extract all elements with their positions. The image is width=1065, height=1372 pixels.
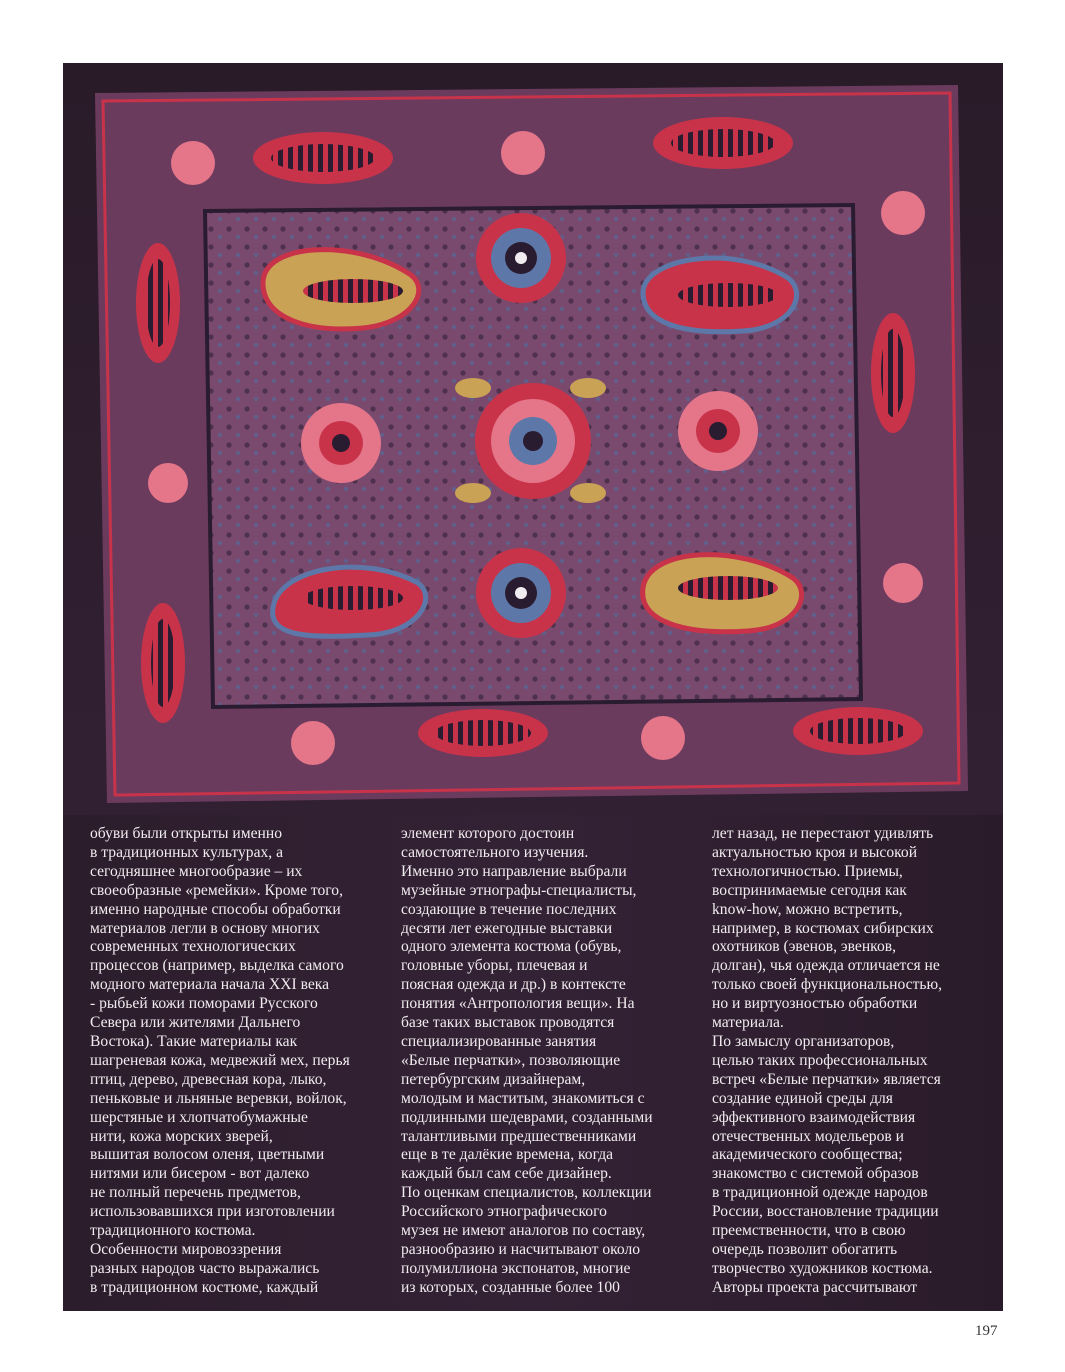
text-column-2: элемент которого достоин самостоятельного изучения. Именно это направление выбрали музейные этнографы-специалисты, создающие в течение последних десяти лет ежегодные выставки одного элемента костюма (обувь, головные уборы, плечевая и поясная одежда и др.) в контексте понятия «Антропология вещи». На базе таких выставок проводятся специализированные занятия «Белые перчатки», позволяющие петербургским дизайнерам, молодым и маститым, знакомиться с подлинными шедеврами, созданными талантливыми предшественниками еще в те далёкие времена, когда каждый был сам себе дизайнер. По оценкам специалистов, коллекции Российского этнографического музея не имеют аналогов по составу, разнообразию и насчитывают около полумиллиона экспонатов, многие из которых, созданные более 100 — [401, 825, 653, 1296]
article-text — [63, 815, 1003, 1311]
page-number: 197 — [975, 1323, 998, 1339]
page-spread — [63, 63, 1003, 1311]
textile-photo — [63, 63, 1003, 815]
text-column-1: обуви были открыты именно в традиционных культурах, а сегодняшнее многообразие – их своеобразные «ремейки». Кроме того, именно народные способы обработки материалов легли в основу многих современных технологических процессов (например, выделка самого модного материала начала XXI века - рыбьей кожи поморами Русского Севера или жителями Дальнего Востока). Такие материалы как шагреневая кожа, медвежий мех, перья птиц, дерево, древесная кора, лыко, пеньковые и льняные веревки, войлок, шерстяные и хлопчатобумажные нити, кожа морских зверей, вышитая волосом оленя, цветными нитями или бисером - вот далеко не полный перечень предметов, использовавшихся при изготовлении традиционного костюма. Особенности мировоззрения разных народов часто выражались в традиционном костюме, каждый — [90, 825, 350, 1296]
suzani-embroidery-image — [63, 63, 1003, 815]
text-column-3: лет назад, не перестают удивлять актуальностью кроя и высокой технологичностью. Приемы, воспринимаемые сегодня как know-how, можно встретить, например, в костюмах сибирских охотников (эвенов, эвенков, долган), чья одежда отличается не только своей функциональностью, но и виртуозностью обработки материала. По замыслу организаторов, целью таких профессиональных встреч «Белые перчатки» является создание единой среды для эффективного взаимодействия отечественных модельеров и академического сообщества; знакомство с системой образов в традиционной одежде народов России, восстановление традиции преемственности, что в свою очередь позволит обогатить творчество художников костюма. Авторы проекта рассчитывают — [712, 825, 943, 1296]
